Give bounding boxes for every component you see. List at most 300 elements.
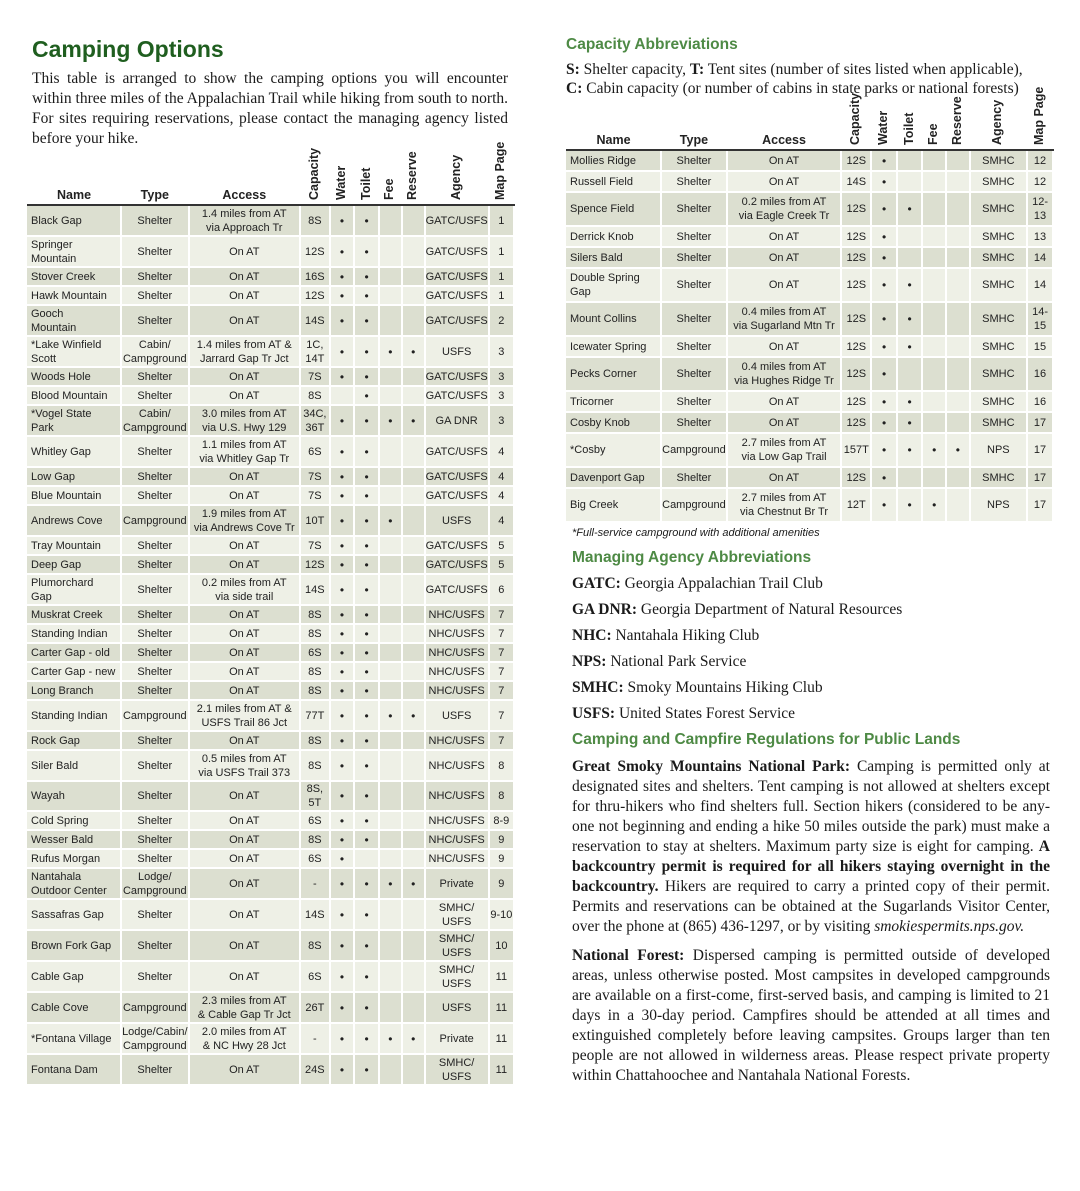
table-cell: • [379,700,402,731]
table-cell [402,267,425,286]
table-cell [402,781,425,811]
column-header-label: Agency [990,99,1005,145]
table-cell [897,357,923,391]
table-row [566,302,1053,336]
table-cell: • [354,505,379,536]
table-row [27,505,514,536]
table-row [27,750,514,781]
table-cell [946,357,970,391]
table-cell: 12S [841,192,871,226]
table-cell: USFS [425,992,489,1023]
table-cell [922,226,946,247]
table-row [27,536,514,555]
table-cell: Shelter [661,192,727,226]
table-cell: 12T [841,488,871,522]
table-cell: 7 [489,624,514,643]
table-row [27,205,514,236]
table-cell: • [330,731,355,750]
table-cell: Whitley Gap [27,436,121,467]
table-cell: • [871,302,897,336]
table-cell: 12S [841,226,871,247]
table-cell: • [946,433,970,467]
table-cell: 16 [1027,391,1053,412]
table-cell: On AT [189,849,300,868]
camping-table-south [27,141,515,1086]
table-cell: • [354,486,379,505]
table-cell: 12S [841,336,871,357]
t-label: T: [689,61,705,78]
table-cell: Nantahala Outdoor Center [27,868,121,899]
table-cell: GATC/USFS [425,536,489,555]
table-cell: 16 [1027,357,1053,391]
table-cell: • [871,171,897,192]
table-cell: • [871,467,897,488]
column-header-label: Toilet [358,167,373,200]
table-cell: • [354,781,379,811]
table-cell: • [922,488,946,522]
table-cell: 34C, 36T [300,405,330,436]
column-header-label: Water [334,165,348,200]
column-header-label: Water [876,110,891,145]
table-cell: • [330,781,355,811]
table-cell [379,536,402,555]
table-cell: 12S [841,247,871,268]
table-cell: • [402,405,425,436]
table-cell: On AT [727,412,842,433]
table-cell [946,488,970,522]
table-cell: On AT [189,486,300,505]
table-cell: 8 [489,781,514,811]
table-cell [402,662,425,681]
table-row [27,305,514,336]
table-cell: Woods Hole [27,367,121,386]
table-cell: • [354,536,379,555]
table-cell: 6S [300,961,330,992]
column-header-label: Toilet [901,112,916,145]
table-cell: • [354,681,379,700]
table-cell: Shelter [121,750,188,781]
table-cell: On AT [189,643,300,662]
table-cell: Carter Gap - old [27,643,121,662]
table-cell: 8 [489,750,514,781]
table-row [566,247,1053,268]
table-cell [402,205,425,236]
table-cell: • [330,1023,355,1054]
table-cell [379,574,402,605]
column-header [871,100,897,150]
table-cell: • [354,367,379,386]
table-cell [379,849,402,868]
table-cell: • [330,574,355,605]
table-cell: Shelter [121,624,188,643]
table-cell: • [897,488,923,522]
table-cell: Shelter [661,467,727,488]
table-cell: NHC/USFS [425,605,489,624]
table-cell: 9 [489,868,514,899]
agency-name: Smoky Mountains Hiking Club [623,679,823,696]
table-cell [379,899,402,930]
table-cell: • [354,555,379,574]
table-cell: SMHC [970,247,1027,268]
table-cell: Blue Mountain [27,486,121,505]
capacity-heading: Capacity Abbreviations [566,36,738,53]
table-cell: Shelter [121,961,188,992]
table-cell: Shelter [121,305,188,336]
table-cell: 5 [489,555,514,574]
table-cell: GATC/USFS [425,386,489,405]
table-cell: • [330,555,355,574]
table-row [27,436,514,467]
table-cell [922,171,946,192]
s-text: Shelter capacity, [579,61,690,78]
table-cell: 7 [489,605,514,624]
table-cell: 1C, 14T [300,336,330,367]
table-cell: • [330,267,355,286]
table-cell: 26T [300,992,330,1023]
table-cell: 6S [300,643,330,662]
nf-label: National Forest: [572,947,685,964]
table-row [566,488,1053,522]
agency-name: Nantahala Hiking Club [611,627,760,644]
table-cell: Shelter [121,467,188,486]
table-row [27,643,514,662]
table-cell: • [330,486,355,505]
table-row [566,192,1053,226]
table-cell: Campground [121,505,188,536]
table-row [27,267,514,286]
table-cell: 8S [300,386,330,405]
table-cell: GATC/USFS [425,286,489,305]
table-cell: • [379,336,402,367]
table-cell: On AT [727,336,842,357]
column-header [489,141,514,205]
table-cell: SMHC [970,391,1027,412]
table-cell: 14 [1027,268,1053,302]
column-header [970,100,1027,150]
table-cell: Shelter [661,226,727,247]
table-cell: 8S [300,731,330,750]
table-cell: NHC/USFS [425,643,489,662]
c-label: C: [566,80,583,97]
table-cell [402,367,425,386]
table-cell: • [354,436,379,467]
table-cell: SMHC [970,226,1027,247]
table-cell: SMHC [970,357,1027,391]
table-cell: 2.0 miles from AT & NC Hwy 28 Jct [189,1023,300,1054]
table-cell: • [330,536,355,555]
column-header [1027,86,1053,150]
table-cell: 11 [489,1054,514,1085]
table-cell: • [354,405,379,436]
table-cell: • [330,662,355,681]
table-row [27,731,514,750]
table-cell: GA DNR [425,405,489,436]
table-cell: Tray Mountain [27,536,121,555]
table-cell: 12 [1027,171,1053,192]
table-cell: SMHC [970,171,1027,192]
table-cell: Shelter [661,150,727,171]
table-cell: 2 [489,305,514,336]
table-cell [402,1054,425,1085]
table-cell: Tricorner [566,391,661,412]
table-cell [922,336,946,357]
table-cell: Shelter [121,286,188,305]
table-cell [402,643,425,662]
table-cell: 12S [841,268,871,302]
table-cell: SMHC/ USFS [425,1054,489,1085]
table-cell [402,236,425,267]
table-cell [402,830,425,849]
table-cell: 4 [489,467,514,486]
table-cell: *Vogel State Park [27,405,121,436]
table-cell: • [330,505,355,536]
table-cell: GATC/USFS [425,486,489,505]
table-cell: 16S [300,267,330,286]
agency-abbr: SMHC: [572,679,624,696]
table-cell: Shelter [121,811,188,830]
table-cell: 12 [1027,150,1053,171]
table-cell: 9-10 [489,899,514,930]
table-cell: • [379,1023,402,1054]
table-cell: 1.1 miles from AT via Whitley Gap Tr [189,436,300,467]
table-cell: 12S [841,357,871,391]
table-cell: 7 [489,700,514,731]
table-cell: SMHC [970,336,1027,357]
table-cell: • [330,1054,355,1085]
table-cell: Campground [661,433,727,467]
table-cell: 8S [300,662,330,681]
table-cell: 12S [300,286,330,305]
table-cell: 1.4 miles from AT & Jarrard Gap Tr Jct [189,336,300,367]
table-cell: GATC/USFS [425,267,489,286]
table-cell: 7S [300,486,330,505]
table-cell: Wayah [27,781,121,811]
table-cell: • [402,1023,425,1054]
table-cell [379,992,402,1023]
table-cell: GATC/USFS [425,205,489,236]
table-cell: GATC/USFS [425,436,489,467]
table-cell: Stover Creek [27,267,121,286]
table-cell [922,467,946,488]
table-cell: Black Gap [27,205,121,236]
table-cell [922,391,946,412]
table-cell: On AT [189,605,300,624]
table-row [566,171,1053,192]
table-cell [402,467,425,486]
table-cell: Shelter [121,930,188,961]
table-cell: GATC/USFS [425,574,489,605]
column-header-label: Map Page [493,141,508,200]
table-cell: • [354,830,379,849]
table-cell: Derrick Knob [566,226,661,247]
table-cell: 11 [489,961,514,992]
table-cell: 8S [300,750,330,781]
table-cell: • [402,868,425,899]
table-cell [379,305,402,336]
table-cell: On AT [189,286,300,305]
table-cell [946,192,970,226]
table-cell: 3 [489,386,514,405]
c-text: Cabin capacity (or number of cabins in state parks or national forests) [582,80,1019,97]
table-cell: 11 [489,1023,514,1054]
column-header: Access [727,100,842,150]
table-row [27,930,514,961]
table-cell [897,226,923,247]
table-cell: GATC/USFS [425,236,489,267]
table-cell: Shelter [661,171,727,192]
table-cell: 14-15 [1027,302,1053,336]
column-header [897,100,923,150]
table-cell [379,555,402,574]
table-cell: Shelter [121,574,188,605]
table-cell [897,171,923,192]
table-cell: 12S [841,150,871,171]
table-cell: Shelter [121,830,188,849]
table-row [27,700,514,731]
table-cell: 3 [489,367,514,386]
t-text: Tent sites (number of sites listed when applicable), [704,61,1023,78]
table-cell: • [330,681,355,700]
table-cell: Shelter [121,849,188,868]
table-cell: • [922,433,946,467]
table-cell: Sassafras Gap [27,899,121,930]
table-cell: 8S [300,624,330,643]
table-cell: On AT [727,268,842,302]
table-cell: Pecks Corner [566,357,661,391]
table-cell: 4 [489,505,514,536]
table-cell: • [330,992,355,1023]
table-cell: • [354,574,379,605]
gsmnp-regulations [572,757,1050,937]
table-row [27,662,514,681]
table-cell [922,302,946,336]
table-cell [379,236,402,267]
table-row [27,624,514,643]
agency-name: United States Forest Service [615,705,796,722]
table-cell: Springer Mountain [27,236,121,267]
table-cell: 8S [300,681,330,700]
column-header [330,155,355,205]
table-cell [402,386,425,405]
table-cell: 17 [1027,412,1053,433]
table-cell: On AT [189,681,300,700]
table-cell: • [897,302,923,336]
table-cell: Shelter [661,357,727,391]
table-cell: 7 [489,662,514,681]
table-cell: • [379,405,402,436]
table-cell: On AT [727,467,842,488]
table-cell: On AT [189,899,300,930]
table-cell: On AT [727,226,842,247]
table-cell: On AT [189,236,300,267]
table-cell: • [897,391,923,412]
table-cell: • [354,205,379,236]
column-header-label: Agency [448,154,463,200]
table-cell: USFS [425,505,489,536]
table-cell [379,731,402,750]
table-cell: Mollies Ridge [566,150,661,171]
table-cell: Spence Field [566,192,661,226]
table-cell: NHC/USFS [425,681,489,700]
table-row [27,286,514,305]
table-row [27,486,514,505]
agency-abbr: USFS: [572,705,616,722]
table-row [566,336,1053,357]
table-cell: GATC/USFS [425,305,489,336]
table-cell: - [300,868,330,899]
table-cell: • [871,433,897,467]
table-cell: 8S [300,930,330,961]
table-cell: Shelter [121,731,188,750]
agency-name: Georgia Appalachian Trail Club [620,575,823,592]
table-cell [379,286,402,305]
table-cell [402,849,425,868]
table-cell: 2.7 miles from AT via Chestnut Br Tr [727,488,842,522]
table-cell: 6 [489,574,514,605]
table-row [27,681,514,700]
table-row [27,555,514,574]
table-cell: *Lake Winfield Scott [27,336,121,367]
table-cell: 3 [489,405,514,436]
table-cell: • [330,868,355,899]
table-cell: Shelter [661,302,727,336]
table-cell: Long Branch [27,681,121,700]
table-cell: Cabin/ Campground [121,405,188,436]
table-cell: 2.3 miles from AT & Cable Gap Tr Jct [189,992,300,1023]
table-cell [402,624,425,643]
table-cell: On AT [727,391,842,412]
table-cell: Fontana Dam [27,1054,121,1085]
table-cell: Lodge/Cabin/ Campground [121,1023,188,1054]
table-row [27,336,514,367]
table-cell: • [871,391,897,412]
table-cell: On AT [189,731,300,750]
table-cell: Shelter [661,391,727,412]
right-column [566,36,1054,1086]
table-cell: 12S [841,467,871,488]
national-forest-regulations [572,946,1050,1086]
table-cell [379,386,402,405]
table-row [27,899,514,930]
table-cell: 6S [300,811,330,830]
table-cell: On AT [189,386,300,405]
table-cell: 14S [841,171,871,192]
table-cell: 157T [841,433,871,467]
table-cell: 9 [489,830,514,849]
table-cell: • [330,405,355,436]
table-cell: • [330,205,355,236]
table-cell: 13 [1027,226,1053,247]
table-cell: • [330,436,355,467]
table-cell: • [379,505,402,536]
table-cell: On AT [189,830,300,849]
table-cell: Wesser Bald [27,830,121,849]
table-cell: Icewater Spring [566,336,661,357]
table-cell: Shelter [121,899,188,930]
table-cell: USFS [425,700,489,731]
agency-list [566,575,1054,723]
table-cell: NHC/USFS [425,811,489,830]
table-cell: 7S [300,536,330,555]
table-cell: Rock Gap [27,731,121,750]
table-cell: Campground [121,992,188,1023]
table-cell: • [330,811,355,830]
table-cell [379,624,402,643]
table-cell: Shelter [121,643,188,662]
table-cell: Andrews Cove [27,505,121,536]
table-cell: • [330,899,355,930]
table-cell: Double Spring Gap [566,268,661,302]
